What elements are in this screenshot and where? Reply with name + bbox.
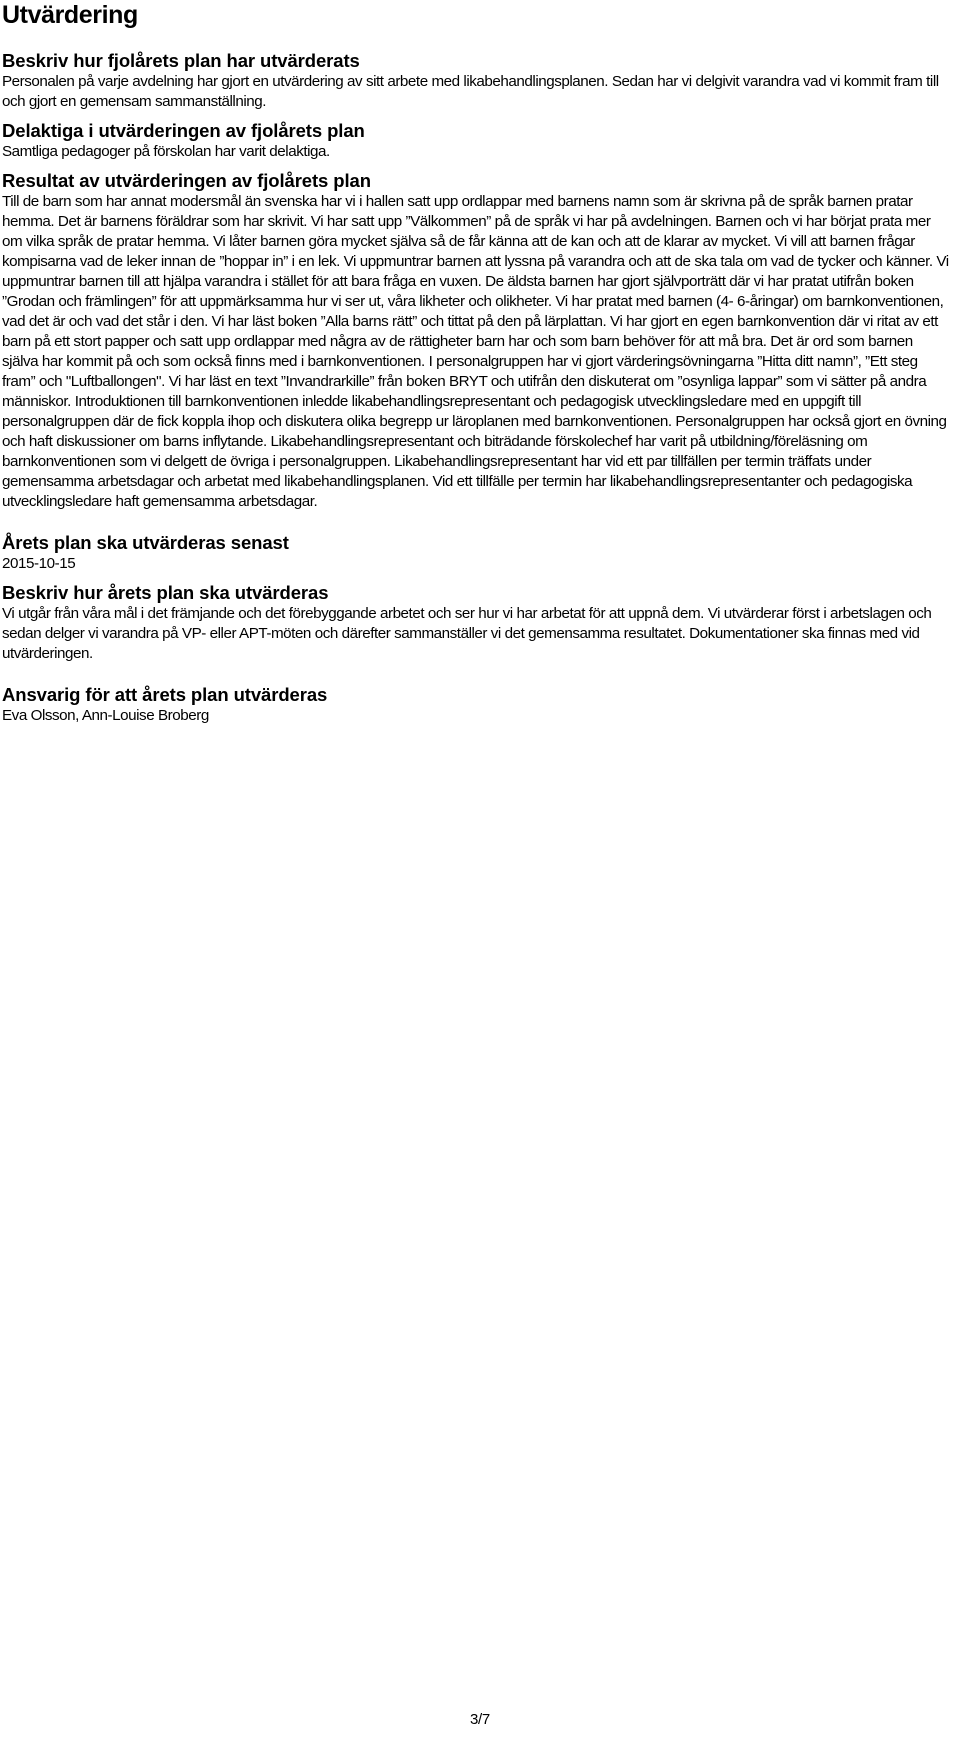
section-deadline xyxy=(2,531,960,574)
section-body: Personalen på varje avdelning har gjort en utvärdering av sitt arbete med likabehandlingsplanen. Sedan har vi delgivit varandra vad vi kommit fram till och gjort en gemensam sammanställning. xyxy=(2,73,939,110)
section-body: Samtliga pedagoger på förskolan har varit delaktiga. xyxy=(2,143,330,160)
section-heading: Beskriv hur fjolårets plan har utvärderats xyxy=(2,50,360,71)
section-responsible xyxy=(2,683,960,726)
section-heading: Årets plan ska utvärderas senast xyxy=(2,532,289,553)
page-title: Utvärdering xyxy=(2,1,138,29)
section-heading: Beskriv hur årets plan ska utvärderas xyxy=(2,582,329,603)
section-heading: Ansvarig för att årets plan utvärderas xyxy=(2,684,328,705)
section-body: Till de barn som har annat modersmål än svenska har vi i hallen satt upp ordlappar med barnens namn som är skrivna på de språk barnen pratar hemma. Det är barnens föräldrar som har skrivit. Vi har satt upp ”Välkommen” på de språk vi har på avdelningen. Barnen och vi har börjat prata mer om vilka språk de pratar hemma. Vi låter barnen göra mycket själva så de får känna att de kan och att de klarar av mycket. Vi vill att barnen frågar kompisarna vad de leker innan de ”hoppar in” i en lek. Vi uppmuntrar barnen att lyssna på varandra och att de ska tala om vad de tycker och känner. Vi uppmuntrar barnen till att hjälpa varandra i stället för att bara fråga en vuxen. De äldsta barnen har gjort självporträtt där vi har pratat utifrån boken ”Grodan och främlingen” för att uppmärksamma hur vi ser ut, våra likheter och olikheter. Vi har pratat med barnen (4- 6-åringar) om barnkonventionen, vad det är och vad det står i den. Vi har läst boken ”Alla barns rätt” och tittat på den på lärplattan. Vi har gjort en egen barnkonvention där vi ritat av ett barn på ett stort papper och satt upp ordlappar med några av de rättigheter barn har och som barn behöver för att må bra. Det är ord som barnen själva har kommit på och som också finns med i barnkonventionen. I personalgruppen har vi gjort värderingsövningarna ”Hitta ditt namn”, ”Ett steg fram” och "Luftballongen". Vi har läst en text ”Invandrarkille” från boken BRYT och utifrån den diskuterat om ”osynliga lappar” som vi sätter på andra människor. Introduktionen till barnkonventionen inledde likabehandlingsrepresentant och pedagogisk utvecklingsledare med en uppgift till personalgruppen där de fick koppla ihop och diskutera olika begrepp ur läroplanen med barnkonventionen. Personalgruppen har också gjort en övning och haft diskussioner om barns inflytande. Likabehandlingsrepresentant och biträdande förskolechef har varit på utbildning/föreläsning om barnkonventionen som vi delgett de övriga i personalgruppen. Likabehandlingsrepresentant har vid ett par tillfällen per termin träffats under gemensamma arbetsdagar och arbetat med likabehandlingsplanen. Vid ett tillfälle per termin har likabehandlingsrepresentanter och pedagogiska utvecklingsledare haft gemensamma arbetsdagar. xyxy=(2,193,949,510)
section-heading: Resultat av utvärderingen av fjolårets plan xyxy=(2,170,371,191)
evaluation-deadline-date: 2015-10-15 xyxy=(2,555,76,572)
section-body: Vi utgår från våra mål i det främjande och det förebyggande arbetet och ser hur vi har arbetat för att uppnå dem. Vi utvärderar först i arbetslagen och sedan delger vi varandra på VP- eller APT-möten och därefter sammanställer vi det gemensamma resultatet. Dokumentationer ska finnas med vid utvärderingen. xyxy=(2,605,932,662)
section-heading: Delaktiga i utvärderingen av fjolårets plan xyxy=(2,120,365,141)
section-this-year-plan-evaluation xyxy=(2,581,960,664)
section-participants xyxy=(2,119,960,162)
responsible-persons: Eva Olsson, Ann-Louise Broberg xyxy=(2,707,209,724)
page-number: 3/7 xyxy=(470,1711,490,1728)
section-results xyxy=(2,169,960,512)
section-last-year-plan-evaluation xyxy=(2,49,960,112)
